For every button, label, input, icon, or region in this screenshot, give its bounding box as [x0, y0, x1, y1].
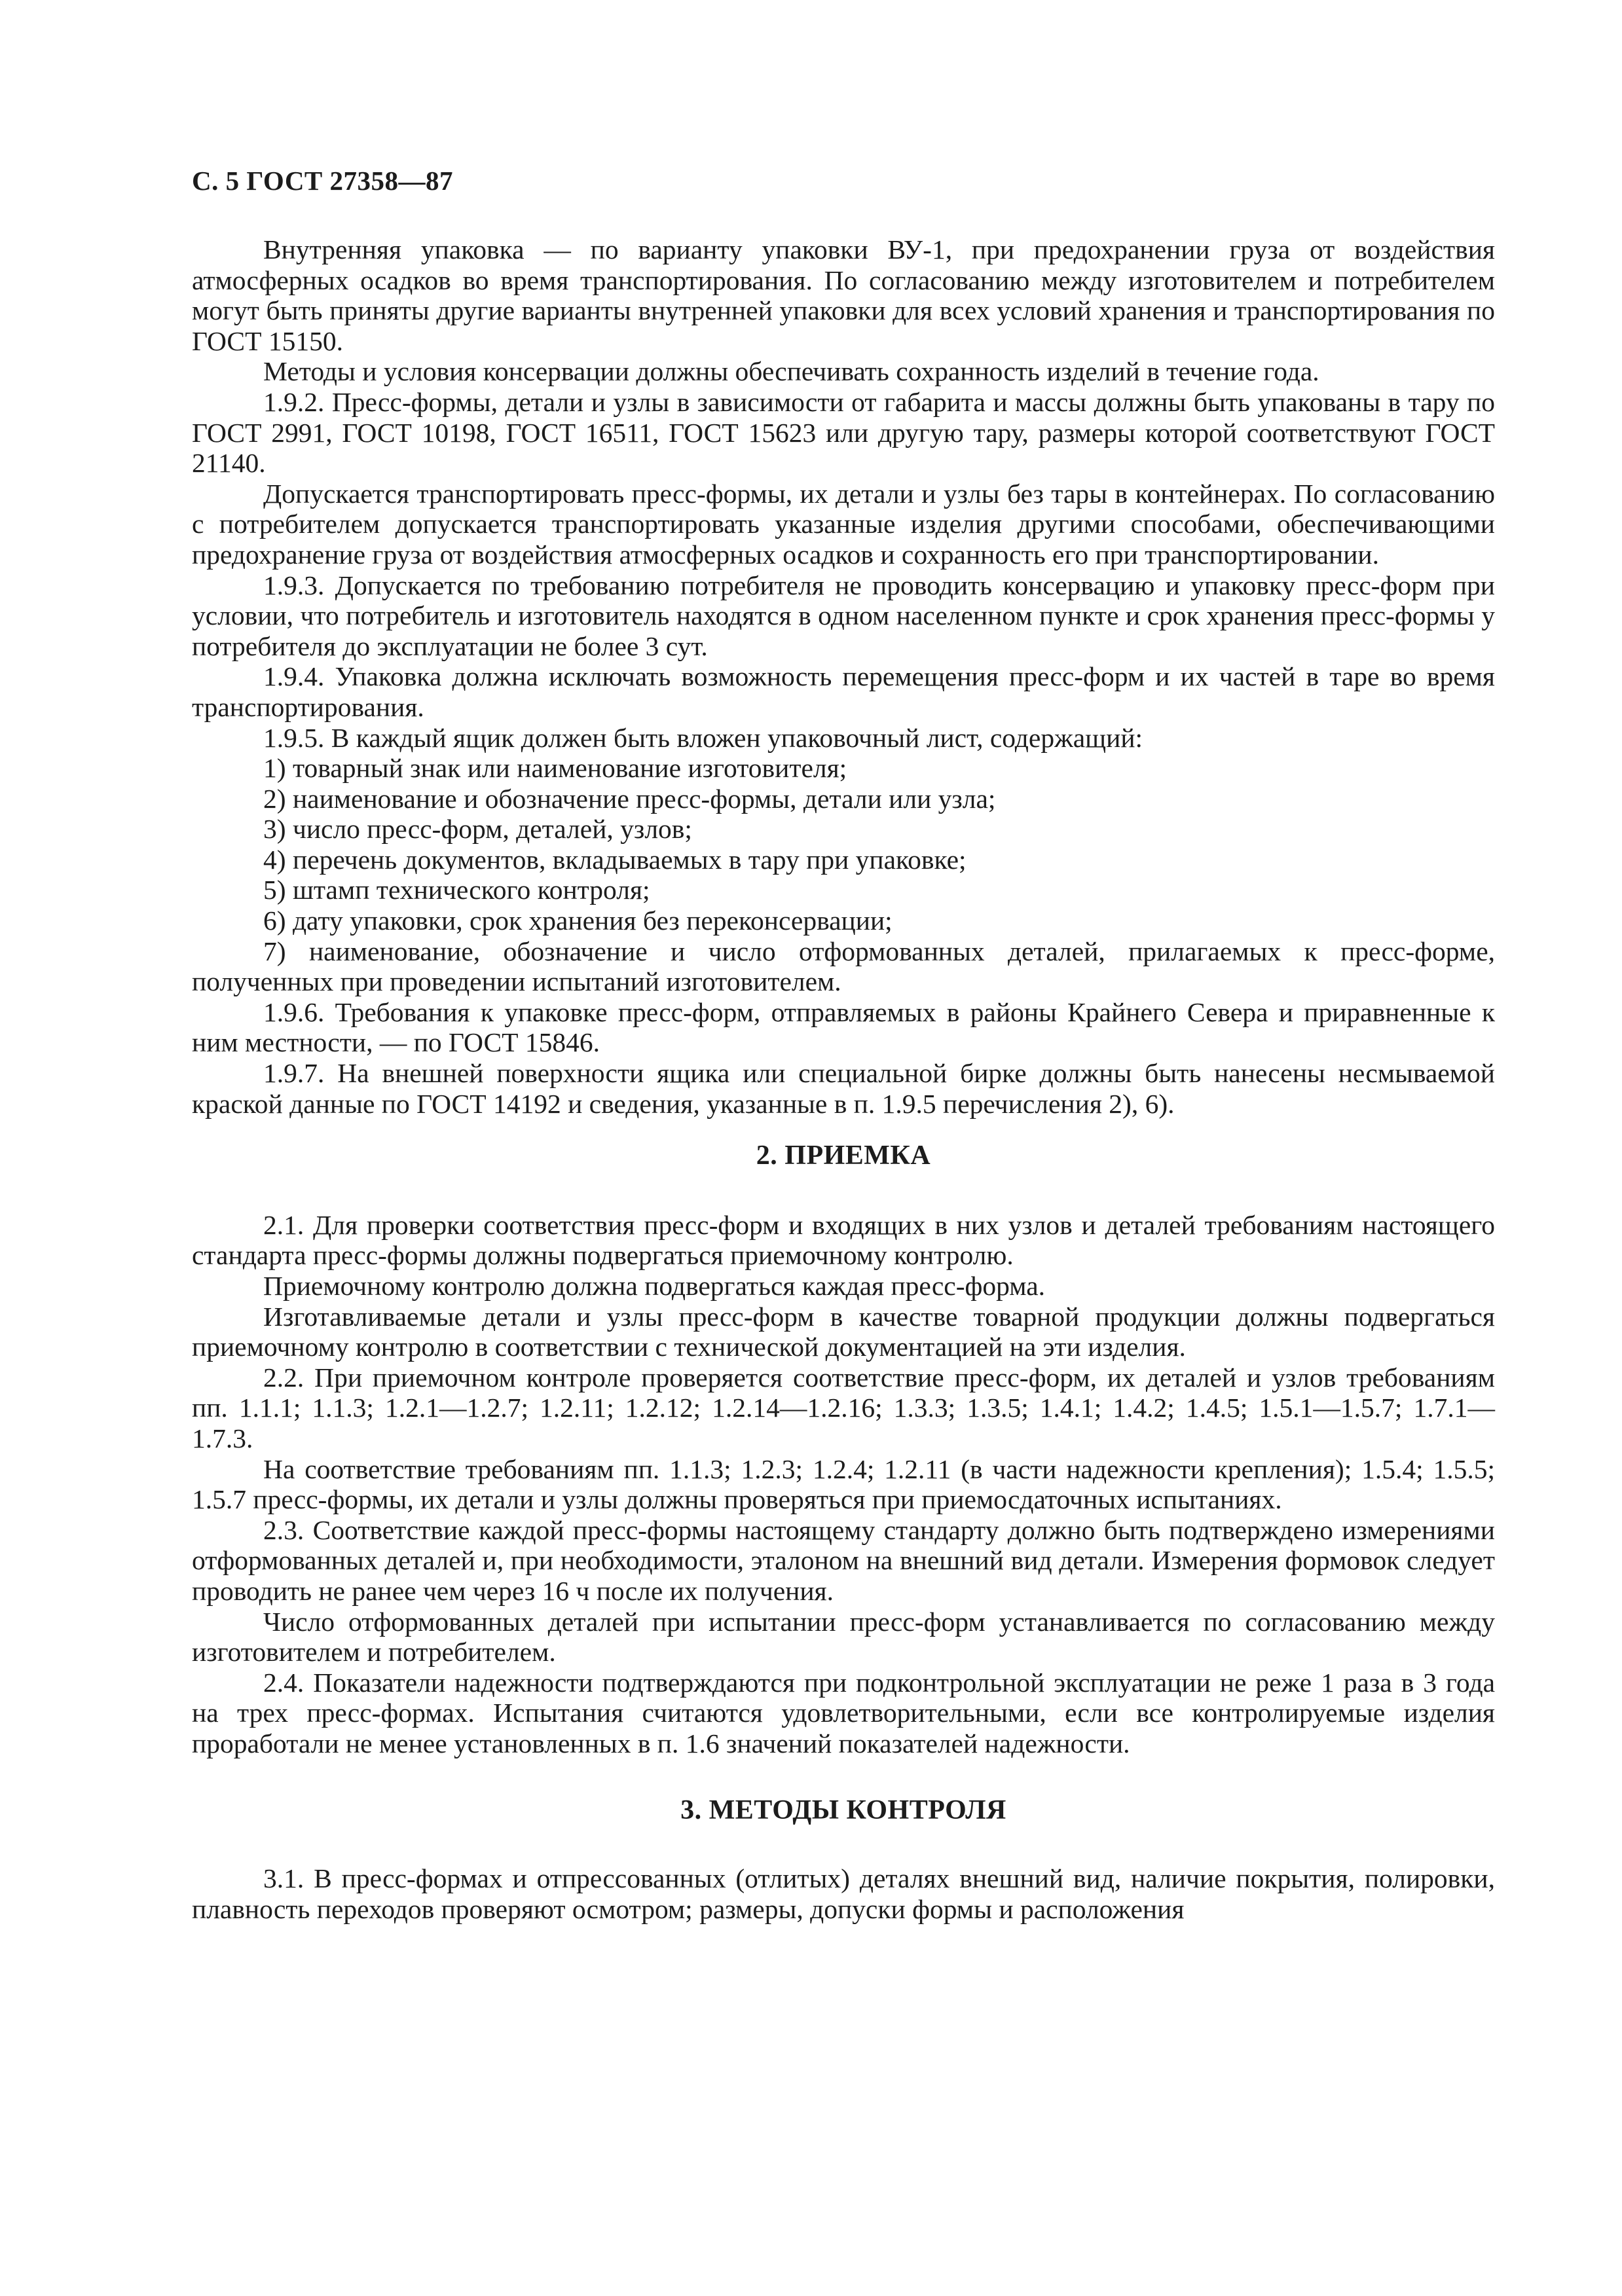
paragraph: 1.9.6. Требования к упаковке пресс-форм, отправляемых в районы Крайнего Севера и приравненные к ним местности, — по ГОСТ 15846.: [192, 996, 1495, 1058]
paragraph: 2.1. Для проверки соответствия пресс-форм и входящих в них узлов и деталей требованиям настоящего стандарта пресс-формы должны подвергаться приемочному контролю.: [192, 1209, 1495, 1271]
paragraph: Приемочному контролю должна подвергаться каждая пресс-форма.: [263, 1271, 1046, 1301]
paragraph: 1.9.3. Допускается по требованию потребителя не проводить консервацию и упаковку пресс-форм при условии, что потребитель и изготовитель находятся в одном населенном пункте и срок хранения пресс-формы у потребителя до эксплуатации не более 3 сут.: [192, 570, 1495, 661]
paragraph: 3.1. В пресс-формах и отпрессованных (отлитых) деталях внешний вид, наличие покрытия, полировки, плавность переходов проверяют осмотром; размеры, допуски формы и расположения: [192, 1863, 1495, 1924]
document-body: [192, 234, 1495, 1924]
paragraph: 2.4. Показатели надежности подтверждаются при подконтрольной эксплуатации не реже 1 раза в 3 года на трех пресс-формах. Испытания считаются удовлетворительными, если все контролируемые изделия проработали не менее установленных в п. 1.6 значений показателей надежности.: [192, 1667, 1495, 1758]
section-2-body: [192, 1210, 1495, 1759]
paragraph: Методы и условия консервации должны обеспечивать сохранность изделий в течение года.: [263, 356, 1319, 387]
paragraph: 1.9.4. Упаковка должна исключать возможность перемещения пресс-форм и их частей в таре во время транспортирования.: [192, 661, 1495, 722]
paragraph: Изготавливаемые детали и узлы пресс-форм в качестве товарной продукции должны подвергаться приемочному контролю в соответствии с технической документацией на эти изделия.: [192, 1301, 1495, 1362]
paragraph: 5) штамп технического контроля;: [263, 875, 650, 905]
paragraph: Внутренняя упаковка — по варианту упаковки ВУ-1, при предохранении груза от воздействия атмосферных осадков во время транспортирования. По согласованию между изготовителем и потребителем могут быть приняты другие варианты внутренней упаковки для всех условий хранения и транспортирования по ГОСТ 15150.: [192, 234, 1495, 356]
page-header: С. 5 ГОСТ 27358—87: [192, 166, 454, 196]
section-3-title: 3. МЕТОДЫ КОНТРОЛЯ: [680, 1795, 1006, 1825]
paragraph: 6) дату упаковки, срок хранения без переконсервации;: [263, 905, 893, 936]
paragraph: 2) наименование и обозначение пресс-формы, детали или узла;: [263, 783, 996, 814]
paragraph: 1.9.7. На внешней поверхности ящика или специальной бирке должны быть нанесены несмываемой краской данные по ГОСТ 14192 и сведения, указанные в п. 1.9.5 перечисления 2), 6).: [192, 1058, 1495, 1119]
paragraph: 4) перечень документов, вкладываемых в тару при упаковке;: [263, 844, 967, 875]
section-2-title: 2. ПРИЕМКА: [756, 1140, 931, 1171]
paragraph: 1.9.5. В каждый ящик должен быть вложен упаковочный лист, содержащий:: [263, 722, 1143, 753]
paragraph: 3) число пресс-форм, деталей, узлов;: [263, 814, 692, 845]
paragraph: 2.3. Соответствие каждой пресс-формы настоящему стандарту должно быть подтверждено измерениями отформованных деталей и, при необходимости, эталоном на внешний вид детали. Измерения формовок следует проводить не ранее чем через 16 ч после их получения.: [192, 1514, 1495, 1606]
paragraph: 7) наименование, обозначение и число отформованных деталей, прилагаемых к пресс-форме, полученных при проведении испытаний изготовителем.: [192, 936, 1495, 997]
paragraph: Допускается транспортировать пресс-формы, их детали и узлы без тары в контейнерах. По согласованию с потребителем допускается транспортировать указанные изделия другими способами, обеспечивающими предохранение груза от воздействия атмосферных осадков и сохранность его при транспортировании.: [192, 478, 1495, 570]
paragraph: На соответствие требованиям пп. 1.1.3; 1.2.3; 1.2.4; 1.2.11 (в части надежности крепления); 1.5.4; 1.5.5; 1.5.7 пресс-формы, их детали и узлы должны проверяться при приемосдаточных испытаниях.: [192, 1453, 1495, 1515]
section-3-body: [192, 1863, 1495, 1924]
paragraph: 1) товарный знак или наименование изготовителя;: [263, 753, 847, 784]
paragraph: 2.2. При приемочном контроле проверяется соответствие пресс-форм, их деталей и узлов требованиям пп. 1.1.1; 1.1.3; 1.2.1—1.2.7; 1.2.11; 1.2.12; 1.2.14—1.2.16; 1.3.3; 1.3.5; 1.4.1; 1.4.2; 1.4.5; 1.5.1—1.5.7; 1.7.1—1.7.3.: [192, 1362, 1495, 1453]
section-1-continued: [192, 234, 1495, 1119]
paragraph: Число отформованных деталей при испытании пресс-форм устанавливается по согласованию между изготовителем и потребителем.: [192, 1606, 1495, 1667]
paragraph: 1.9.2. Пресс-формы, детали и узлы в зависимости от габарита и массы должны быть упакованы в тару по ГОСТ 2991, ГОСТ 10198, ГОСТ 16511, ГОСТ 15623 или другую тару, размеры которой соответствуют ГОСТ 21140.: [192, 386, 1495, 479]
